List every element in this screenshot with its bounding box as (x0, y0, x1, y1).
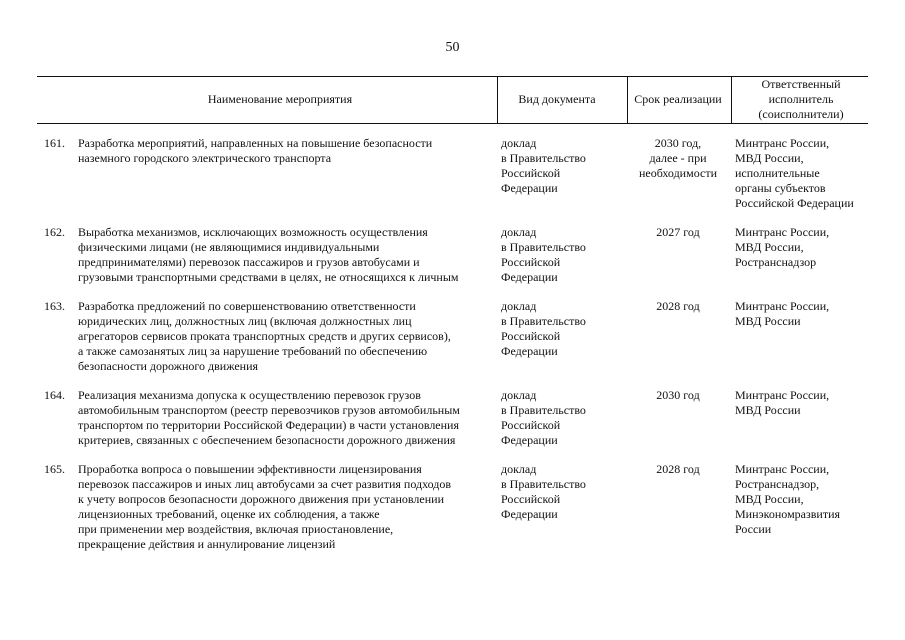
row-executor: Минтранс России, МВД России, Ространснадзор (735, 225, 830, 269)
header-deadline: Срок реализации (634, 92, 722, 106)
header-executor: Ответственный исполнитель (соисполнители) (758, 77, 844, 121)
row-deadline: 2027 год (656, 225, 700, 239)
row-number: 161. (44, 136, 65, 150)
row-doc-type: доклад в Правительство Российской Федерации (501, 388, 586, 447)
row-measure: Реализация механизма допуска к осуществлению перевозок грузов автомобильным транспортом (реестр перевозчиков грузов автомобильным транспортом по территории Российской Федерации) в части установления критериев, связанных с обеспечением безопасности дорожного движения (78, 388, 460, 447)
page-number: 50 (445, 40, 460, 55)
row-number: 162. (44, 225, 65, 239)
header-name: Наименование мероприятия (207, 92, 353, 106)
row-executor: Минтранс России, МВД России (735, 388, 830, 417)
row-executor: Минтранс России, Ространснадзор, МВД России, Минэкономразвития России (735, 462, 841, 536)
table-header-rule (37, 123, 868, 124)
row-number: 165. (44, 462, 65, 476)
row-number: 164. (44, 388, 65, 402)
row-executor: Минтранс России, МВД России (735, 299, 830, 328)
row-deadline: 2030 год, далее - при необходимости (638, 136, 717, 180)
row-doc-type: доклад в Правительство Российской Федерации (501, 299, 586, 358)
header-divider (731, 76, 732, 123)
header-doc-type: Вид документа (518, 92, 596, 106)
row-measure: Проработка вопроса о повышении эффективности лицензирования перевозок пассажиров и иных лиц автобусами за счет развития подходов к учету вопросов безопасности дорожного движения при установлении лицензионных требований, оценке их соблюдения, а также при применении мер воздействия, включая приостановление, прекращение действия и аннулирование лицензий (78, 462, 452, 551)
row-measure: Разработка предложений по совершенствованию ответственности юридических лиц, должностных лиц (включая должностных лиц агрегаторов сервисов проката транспортных средств и других сервисов), а также самозанятых лиц за нарушение требований по обеспечению безопасности дорожного движения (78, 299, 451, 373)
row-doc-type: доклад в Правительство Российской Федерации (501, 225, 586, 284)
row-measure: Выработка механизмов, исключающих возможность осуществления физическими лицами (не являющимися индивидуальными предпринимателями) перевозок пассажиров и грузов автобусами и грузовыми транспортными средствами в целях, не относящихся к личным (78, 225, 459, 284)
row-measure: Разработка мероприятий, направленных на повышение безопасности наземного городского электрического транспорта (78, 136, 433, 165)
row-doc-type: доклад в Правительство Российской Федерации (501, 136, 586, 195)
row-deadline: 2030 год (656, 388, 700, 402)
row-doc-type: доклад в Правительство Российской Федерации (501, 462, 586, 521)
row-deadline: 2028 год (656, 299, 700, 313)
row-deadline: 2028 год (656, 462, 700, 476)
row-executor: Минтранс России, МВД России, исполнительные органы субъектов Российской Федерации (735, 136, 854, 210)
row-number: 163. (44, 299, 65, 313)
